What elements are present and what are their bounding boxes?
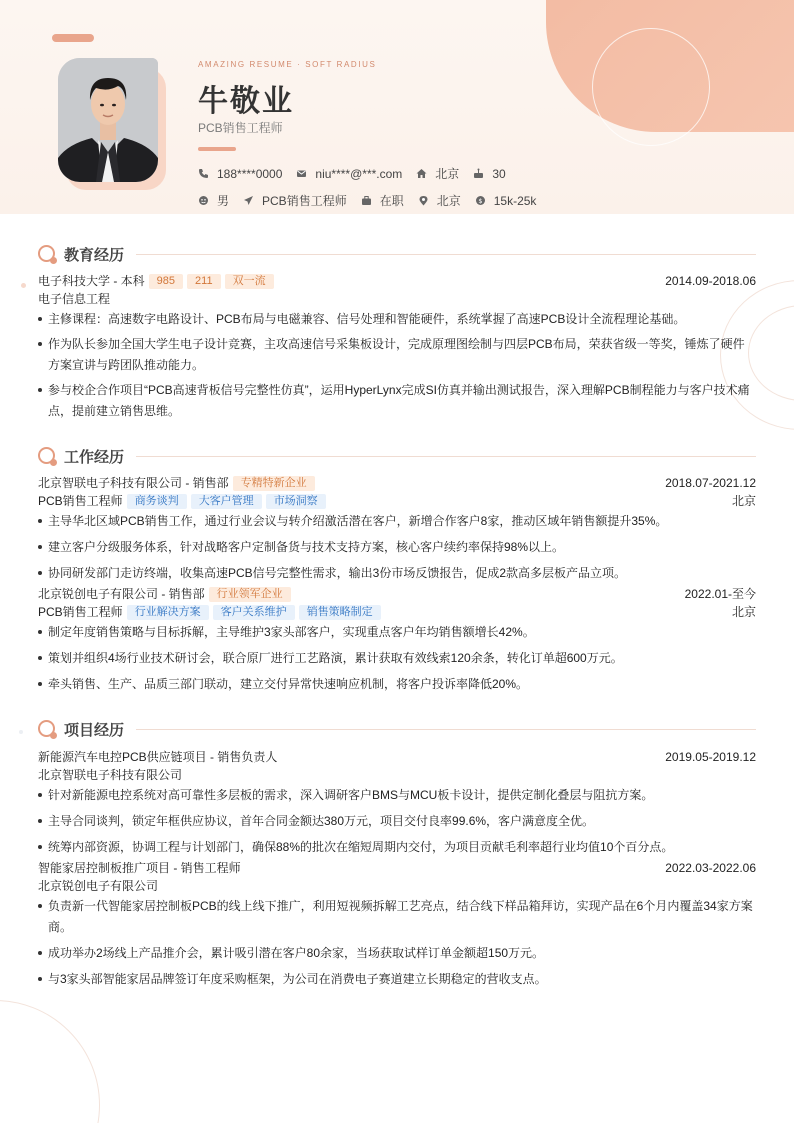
candidate-name: 牛敬业 — [198, 85, 294, 118]
skill-tag: 行业解决方案 — [127, 605, 209, 620]
work-heading — [38, 445, 756, 467]
section-divider — [136, 456, 756, 457]
candidate-job-title: PCB销售工程师 — [198, 121, 283, 135]
project-org: 北京锐创电子有限公司 — [38, 879, 159, 893]
phone-icon — [198, 168, 209, 179]
list-item: 主导华北区域PCB销售工作，通过行业会议与转介绍激活潜在客户，新增合作客户8家，推动区域年销售额提升35%。 — [38, 511, 756, 532]
education-entry-header — [38, 272, 756, 290]
school-tag: 双一流 — [225, 274, 274, 289]
info-location — [418, 192, 461, 209]
decorative-ring — [0, 1000, 100, 1123]
info-gender — [198, 192, 229, 209]
company-name: 北京智联电子科技有限公司 - 销售部 — [38, 476, 229, 490]
cake-icon — [473, 168, 484, 179]
accent-bar — [52, 34, 94, 42]
project-entry-header — [38, 859, 756, 877]
education-bullets — [38, 309, 754, 422]
info-phone — [198, 167, 282, 181]
education-date: 2014.09-2018.06 — [665, 274, 756, 288]
project-entry — [38, 748, 756, 858]
profile-info-row — [198, 192, 550, 209]
section-search-icon — [38, 245, 56, 263]
work-location: 北京 — [731, 605, 756, 619]
education-title: 教育经历 — [64, 246, 125, 264]
decorative-dot — [21, 283, 26, 288]
section-search-icon — [38, 447, 56, 465]
home-icon — [416, 168, 427, 179]
list-item: 作为队长参加全国大学生电子设计竞赛，主攻高速信号采集板设计，完成原理图绘制与四层PCB布局，荣获省级一等奖，锤炼了硬件方案宣讲与跨团队推动能力。 — [38, 334, 754, 376]
phone-text: 188****0000 — [217, 166, 283, 181]
project-entry — [38, 859, 756, 990]
company-tag: 专精特新企业 — [233, 476, 315, 491]
info-email — [296, 167, 402, 181]
skill-tag: 商务谈判 — [127, 494, 187, 509]
work-role-row — [38, 492, 756, 510]
list-item: 负责新一代智能家居控制板PCB的线上线下推广，利用短视频拆解工艺亮点，结合线下样品箱拜访，实现产品在6个月内覆盖34家方案商。 — [38, 896, 754, 938]
send-icon — [243, 195, 254, 206]
project-name: 智能家居控制板推广项目 - 销售工程师 — [38, 861, 241, 875]
list-item: 牵头销售、生产、品质三部门联动，建立交付异常快速响应机制，将客户投诉率降低20%。 — [38, 674, 756, 695]
list-item: 成功举办2场线上产品推介会，累计吸引潜在客户80余家，当场获取试样订单金额超150万元。 — [38, 943, 754, 964]
info-home — [416, 165, 459, 182]
list-item: 与3家头部智能家居品牌签订年度采购框架，为公司在消费电子赛道建立长期稳定的营收支点。 — [38, 969, 754, 990]
target-role-text: PCB销售工程师 — [262, 194, 347, 208]
skill-tag: 客户关系维护 — [213, 605, 295, 620]
list-item: 主修课程：高速数字电路设计、PCB布局与电磁兼容、信号处理和智能硬件，系统掌握了高速PCB设计全流程理论基础。 — [38, 309, 754, 330]
section-divider — [136, 729, 756, 730]
work-date: 2022.01-至今 — [684, 587, 756, 601]
school-tag: 211 — [187, 274, 221, 289]
role-name: PCB销售工程师 — [38, 605, 123, 619]
company-tag: 行业领军企业 — [209, 587, 291, 602]
list-item: 策划并组织4场行业技术研讨会，联合原厂进行工艺路演，累计获取有效线索120余条，转化订单超600万元。 — [38, 648, 756, 669]
location-pin-icon — [418, 195, 429, 206]
resume-tagline: AMAZING RESUME · SOFT RADIUS — [198, 60, 377, 69]
profile-photo — [58, 58, 158, 182]
list-item: 制定年度销售策略与目标拆解，主导维护3家头部客户，实现重点客户年均销售额增长42%。 — [38, 622, 756, 643]
list-item: 主导合同谈判，锁定年框供应协议，首年合同金额达380万元，项目交付良率99.6%，客户满意度全优。 — [38, 811, 756, 832]
salary-icon — [475, 195, 486, 206]
work-location: 北京 — [731, 494, 756, 508]
work-title: 工作经历 — [64, 448, 125, 466]
education-major-row — [38, 290, 756, 308]
title-underline — [198, 147, 236, 151]
work-entry — [38, 585, 756, 695]
work-role-row — [38, 603, 756, 621]
section-divider — [136, 254, 756, 255]
project-date: 2022.03-2022.06 — [665, 861, 756, 875]
project-bullets — [38, 896, 754, 990]
project-org: 北京智联电子科技有限公司 — [38, 768, 183, 782]
info-status — [361, 192, 404, 209]
work-entry-header — [38, 474, 756, 492]
resume-header — [0, 0, 794, 214]
gender-text: 男 — [217, 194, 230, 208]
info-age — [473, 167, 505, 181]
major-name: 电子信息工程 — [38, 292, 111, 306]
projects-heading — [38, 718, 756, 740]
skill-tag: 市场洞察 — [266, 494, 326, 509]
work-entry-header — [38, 585, 756, 603]
location-text: 北京 — [436, 194, 461, 208]
list-item: 针对新能源电控系统对高可靠性多层板的需求，深入调研客户BMS与MCU板卡设计，提供定制化叠层与阻抗方案。 — [38, 785, 756, 806]
home-text: 北京 — [435, 167, 460, 181]
project-name: 新能源汽车电控PCB供应链项目 - 销售负责人 — [38, 750, 278, 764]
skill-tag: 大客户管理 — [191, 494, 262, 509]
briefcase-icon — [361, 195, 372, 206]
work-bullets — [38, 622, 756, 695]
list-item: 参与校企合作项目“PCB高速背板信号完整性仿真”，运用HyperLynx完成SI仿真并输出测试报告，深入理解PCB制程能力与客户技术痛点，提前建立销售思维。 — [38, 380, 754, 422]
work-entry — [38, 474, 756, 584]
projects-title: 项目经历 — [64, 721, 125, 739]
company-name: 北京锐创电子有限公司 - 销售部 — [38, 587, 205, 601]
list-item: 统筹内部资源，协调工程与计划部门，确保88%的批次在缩短周期内交付，为项目贡献毛利率超行业均值10个百分点。 — [38, 837, 756, 858]
avatar-portrait-icon — [58, 58, 158, 182]
contact-info-row — [198, 165, 520, 182]
section-search-icon — [38, 720, 56, 738]
education-heading — [38, 243, 756, 265]
salary-text: 15k-25k — [493, 193, 537, 208]
info-target-role — [243, 192, 347, 209]
project-entry-header — [38, 748, 756, 766]
skill-tag: 销售策略制定 — [299, 605, 381, 620]
role-name: PCB销售工程师 — [38, 494, 123, 508]
project-date: 2019.05-2019.12 — [665, 750, 756, 764]
decorative-circle — [592, 28, 710, 146]
svg-text:$: $ — [478, 197, 483, 205]
work-section — [38, 445, 756, 695]
mail-icon — [296, 168, 307, 179]
age-text: 30 — [492, 166, 506, 181]
decorative-dot — [19, 730, 23, 734]
list-item: 建立客户分级服务体系，针对战略客户定制备货与技术支持方案，核心客户续约率保持98%以上。 — [38, 537, 756, 558]
education-section — [38, 243, 756, 422]
list-item: 协同研发部门走访终端，收集高速PCB信号完整性需求，输出3份市场反馈报告，促成2款高多层板产品立项。 — [38, 563, 756, 584]
status-text: 在职 — [379, 194, 404, 208]
project-org-row — [38, 766, 756, 784]
project-org-row — [38, 877, 756, 895]
project-bullets — [38, 785, 756, 858]
info-salary — [475, 194, 537, 208]
projects-section — [38, 718, 756, 990]
work-bullets — [38, 511, 756, 584]
email-text: niu****@***.com — [315, 166, 403, 181]
school-tag: 985 — [149, 274, 183, 289]
gender-icon — [198, 195, 209, 206]
school-name: 电子科技大学 - 本科 — [38, 274, 145, 288]
work-date: 2018.07-2021.12 — [665, 476, 756, 490]
